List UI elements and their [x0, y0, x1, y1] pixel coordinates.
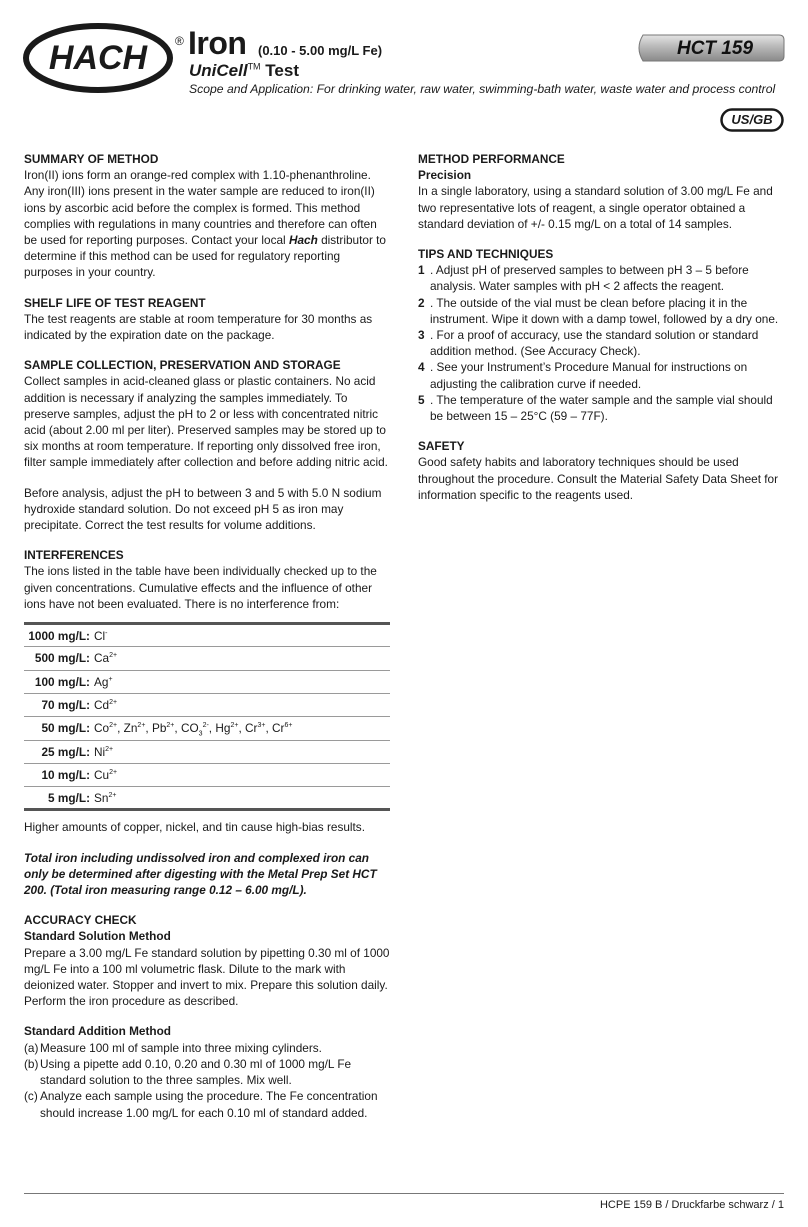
tip-number: 1 — [418, 263, 425, 278]
performance-text: In a single laboratory, using a standard solution of 3.00 mg/L Fe and two representative lots of reagent, a single operator obtained a standard deviation of +/- 0.15 mg/L on a total of 14 samples. — [418, 184, 773, 231]
sample-heading: SAMPLE COLLECTION, PRESERVATION AND STORAGE — [24, 358, 341, 373]
concentration-cell: 1000 mg/L: — [28, 628, 90, 643]
interferences-heading: INTERFERENCES — [24, 548, 124, 563]
standard-solution-heading: Standard Solution Method — [24, 929, 171, 944]
ion-charge: 2+ — [230, 722, 239, 730]
ion-symbol: Pb — [151, 721, 167, 736]
precision-heading: Precision — [418, 168, 472, 183]
ions-cell — [94, 763, 390, 786]
total-iron-note: Total iron including undissolved iron and complexed iron can only be determined after digesting with the Metal Prep Set HCT 200. (Total iron measuring range 0.12 – 6.00 mg/L). — [24, 850, 377, 898]
tip-text: . See your Instrument’s Procedure Manual for instructions on adjusting the calibration curve if needed. — [430, 360, 748, 391]
registered-mark: ® — [175, 34, 184, 48]
ion-symbol: Cu — [94, 767, 110, 782]
scope-text: Scope and Application: For drinking water, raw water, swimming-bath water, waste water and process control — [189, 82, 776, 96]
ion-symbol: Cd — [94, 698, 110, 713]
step-label: (a) — [24, 1040, 39, 1055]
ions-cell — [94, 624, 390, 647]
concentration-cell: 10 mg/L: — [41, 767, 90, 782]
ions-cell — [94, 670, 390, 693]
measuring-range: (0.10 - 5.00 mg/L Fe) — [258, 43, 383, 58]
table-row — [24, 763, 390, 786]
list-item — [418, 262, 784, 294]
table-row — [24, 647, 390, 670]
ion-symbol: Sn — [94, 790, 109, 805]
tip-text: . Adjust pH of preserved samples to between pH 3 – 5 before analysis. Water samples with pH < 2 affects the reagent. — [430, 263, 749, 294]
list-item — [418, 327, 784, 359]
subtitle-brand: UniCell — [189, 61, 248, 80]
step-label: (b) — [24, 1056, 39, 1071]
trademark: TM — [247, 61, 261, 72]
ions-cell — [94, 647, 390, 670]
table-row — [24, 693, 390, 716]
subtitle — [189, 61, 299, 81]
page-title: Iron — [188, 25, 247, 61]
ion-charge: - — [105, 629, 108, 637]
ion-symbol: Ca — [94, 651, 110, 666]
interferences-after: Higher amounts of copper, nickel, and tin cause high-bias results. — [24, 820, 365, 835]
interference-table — [24, 622, 390, 811]
table-row — [24, 670, 390, 693]
ion-charge: 2+ — [166, 722, 175, 730]
product-code: HCT 159 — [676, 38, 754, 59]
tip-text: . For a proof of accuracy, use the standard solution or standard addition method. (See Accuracy Check). — [430, 328, 759, 359]
table-row — [24, 740, 390, 763]
hach-logo — [22, 22, 174, 94]
ion-charge: 2+ — [109, 699, 118, 707]
concentration-cell: 70 mg/L: — [41, 698, 90, 713]
summary-brand: Hach — [288, 233, 318, 248]
tip-number: 3 — [418, 328, 425, 343]
ions-cell: $Co^{2+}$, $Zn^{2+}$, $Pb^{2+}$, $CO_3^{2-}$, $Hg^{2+}$, $Cr^{3+}$, $Cr^{6+}$ — [94, 721, 293, 738]
ion-symbol: Hg — [215, 721, 231, 736]
tips-heading: TIPS AND TECHNIQUES — [418, 247, 554, 262]
ions-cell — [94, 787, 390, 810]
interferences-text: The ions listed in the table have been individually checked up to the given concentrations. Cumulative effects and the influence of other ions have not been evaluated. There is no interference from: — [24, 564, 377, 611]
summary-text-part2: distributor to determine if this method can be used for regulatory reporting purposes in your country. — [24, 233, 386, 280]
step-text: Using a pipette add 0.10, 0.20 and 0.30 ml of 1000 mg/L Fe standard solution to the three samples. Mix well. — [40, 1056, 352, 1088]
accuracy-heading: ACCURACY CHECK — [24, 913, 137, 928]
safety-heading: SAFETY — [418, 439, 465, 454]
standard-addition-heading: Standard Addition Method — [24, 1024, 172, 1039]
step-text: Analyze each sample using the procedure. The Fe concentration should increase 1.00 mg/L for each 0.10 ml of standard added. — [40, 1089, 378, 1120]
ion-symbol: Ni — [94, 744, 106, 759]
ion-charge: 3+ — [257, 722, 266, 730]
standard-solution-text: Prepare a 3.00 mg/L Fe standard solution by pipetting 0.30 ml of 1000 mg/L Fe into a 100 ml volumetric flask. Dilute to the mark with deionized water. Stopper and invert to mix. Prepare this solution daily. Perform the iron procedure as described. — [24, 945, 390, 1009]
ion-charge: 2+ — [109, 768, 118, 776]
list-item — [418, 295, 784, 327]
ion-charge: 2+ — [108, 791, 117, 799]
safety-text: Good safety habits and laboratory techniques should be used throughout the procedure. Consult the Material Safety Data Sheet for information specific to the reagents used. — [418, 455, 779, 502]
ion-charge: 2+ — [109, 722, 118, 730]
summary-text — [24, 167, 390, 280]
concentration-cell: 5 mg/L: — [48, 790, 90, 805]
left-column — [24, 151, 390, 1121]
list-item — [418, 359, 784, 391]
concentration-cell: 500 mg/L: — [34, 651, 90, 666]
list-item — [24, 1040, 390, 1056]
ion-symbol: Zn — [123, 721, 138, 736]
ion-charge: 6+ — [284, 722, 293, 730]
ions-cell — [94, 693, 390, 716]
tips-list — [418, 262, 784, 424]
concentration-cell: 25 mg/L: — [41, 744, 90, 759]
product-badge — [633, 33, 785, 63]
tip-number: 5 — [418, 392, 425, 407]
shelf-text: The test reagents are stable at room temperature for 30 months as indicated by the expiration date on the package. — [24, 311, 373, 343]
ion-subscript: 3 — [198, 730, 203, 738]
ion-symbol: Ag — [94, 674, 109, 689]
table-row — [24, 787, 390, 810]
step-text: Measure 100 ml of sample into three mixing cylinders. — [40, 1040, 322, 1055]
list-item — [24, 1056, 390, 1088]
ions-cell — [94, 740, 390, 763]
ion-symbol: CO — [180, 721, 199, 736]
right-column — [418, 151, 784, 503]
summary-heading: SUMMARY OF METHOD — [24, 152, 159, 166]
sample-text-1: Collect samples in acid-cleaned glass or plastic containers. No acid addition is necessary if analyzing the samples immediately. To preserve samples, adjust the pH to 2 or less with concentrated nitric acid (about 2.00 ml per liter). Preserved samples may be stored up to six months at room temperature. If reporting only dissolved free iron, filter sample immediately after collection and before adding nitric acid. — [24, 374, 388, 470]
logo-text: HACH — [48, 39, 148, 77]
tip-text: . The outside of the vial must be clean before placing it in the instrument. Wipe it down with a damp towel, followed by a dry one. — [430, 295, 779, 326]
standard-addition-steps — [24, 1040, 390, 1121]
ion-symbol: Cl — [94, 628, 106, 643]
ion-symbol: Cr — [272, 721, 285, 736]
concentration-cell: 100 mg/L: — [34, 674, 90, 689]
subtitle-rest: Test — [260, 61, 299, 80]
ion-symbol: Cr — [245, 721, 258, 736]
ion-charge: 2+ — [137, 722, 146, 730]
tip-text: . The temperature of the water sample and the sample vial should be between 15 – 25°C (59 – 77F). — [430, 392, 773, 424]
ion-symbol: Co — [94, 721, 110, 736]
sample-text-2: Before analysis, adjust the pH to between 3 and 5 with 5.0 N sodium hydroxide standard solution. Do not exceed pH 5 as iron may precipitate. Correct the test results for volume additions. — [24, 485, 382, 533]
ion-charge: 2+ — [109, 652, 118, 660]
list-item — [24, 1088, 390, 1120]
table-row — [24, 624, 390, 647]
list-item — [418, 392, 784, 424]
performance-heading: METHOD PERFORMANCE — [418, 152, 565, 166]
table-row — [24, 717, 390, 740]
footer-text: HCPE 159 B / Druckfarbe schwarz / 1 — [599, 1199, 784, 1211]
footer-divider — [24, 1193, 784, 1194]
ion-charge: 2+ — [105, 745, 114, 753]
tip-number: 2 — [418, 295, 425, 310]
tip-number: 4 — [418, 360, 425, 375]
ion-charge: + — [108, 675, 113, 683]
summary-text-part1: Iron(II) ions form an orange-red complex with 1.10-phenanthroline. Any iron(III) ions present in the water sample are reduced to iron(II) ions by ascorbic acid before the complex is formed. This method complies with regulations in many countries and therefore can often be used for reporting purposes. Contact your local — [24, 168, 377, 248]
region-label: US/GB — [731, 112, 773, 127]
ion-charge: 2- — [202, 722, 209, 730]
step-label: (c) — [24, 1089, 38, 1104]
concentration-cell: 50 mg/L: — [41, 721, 90, 736]
shelf-heading: SHELF LIFE OF TEST REAGENT — [24, 295, 206, 310]
